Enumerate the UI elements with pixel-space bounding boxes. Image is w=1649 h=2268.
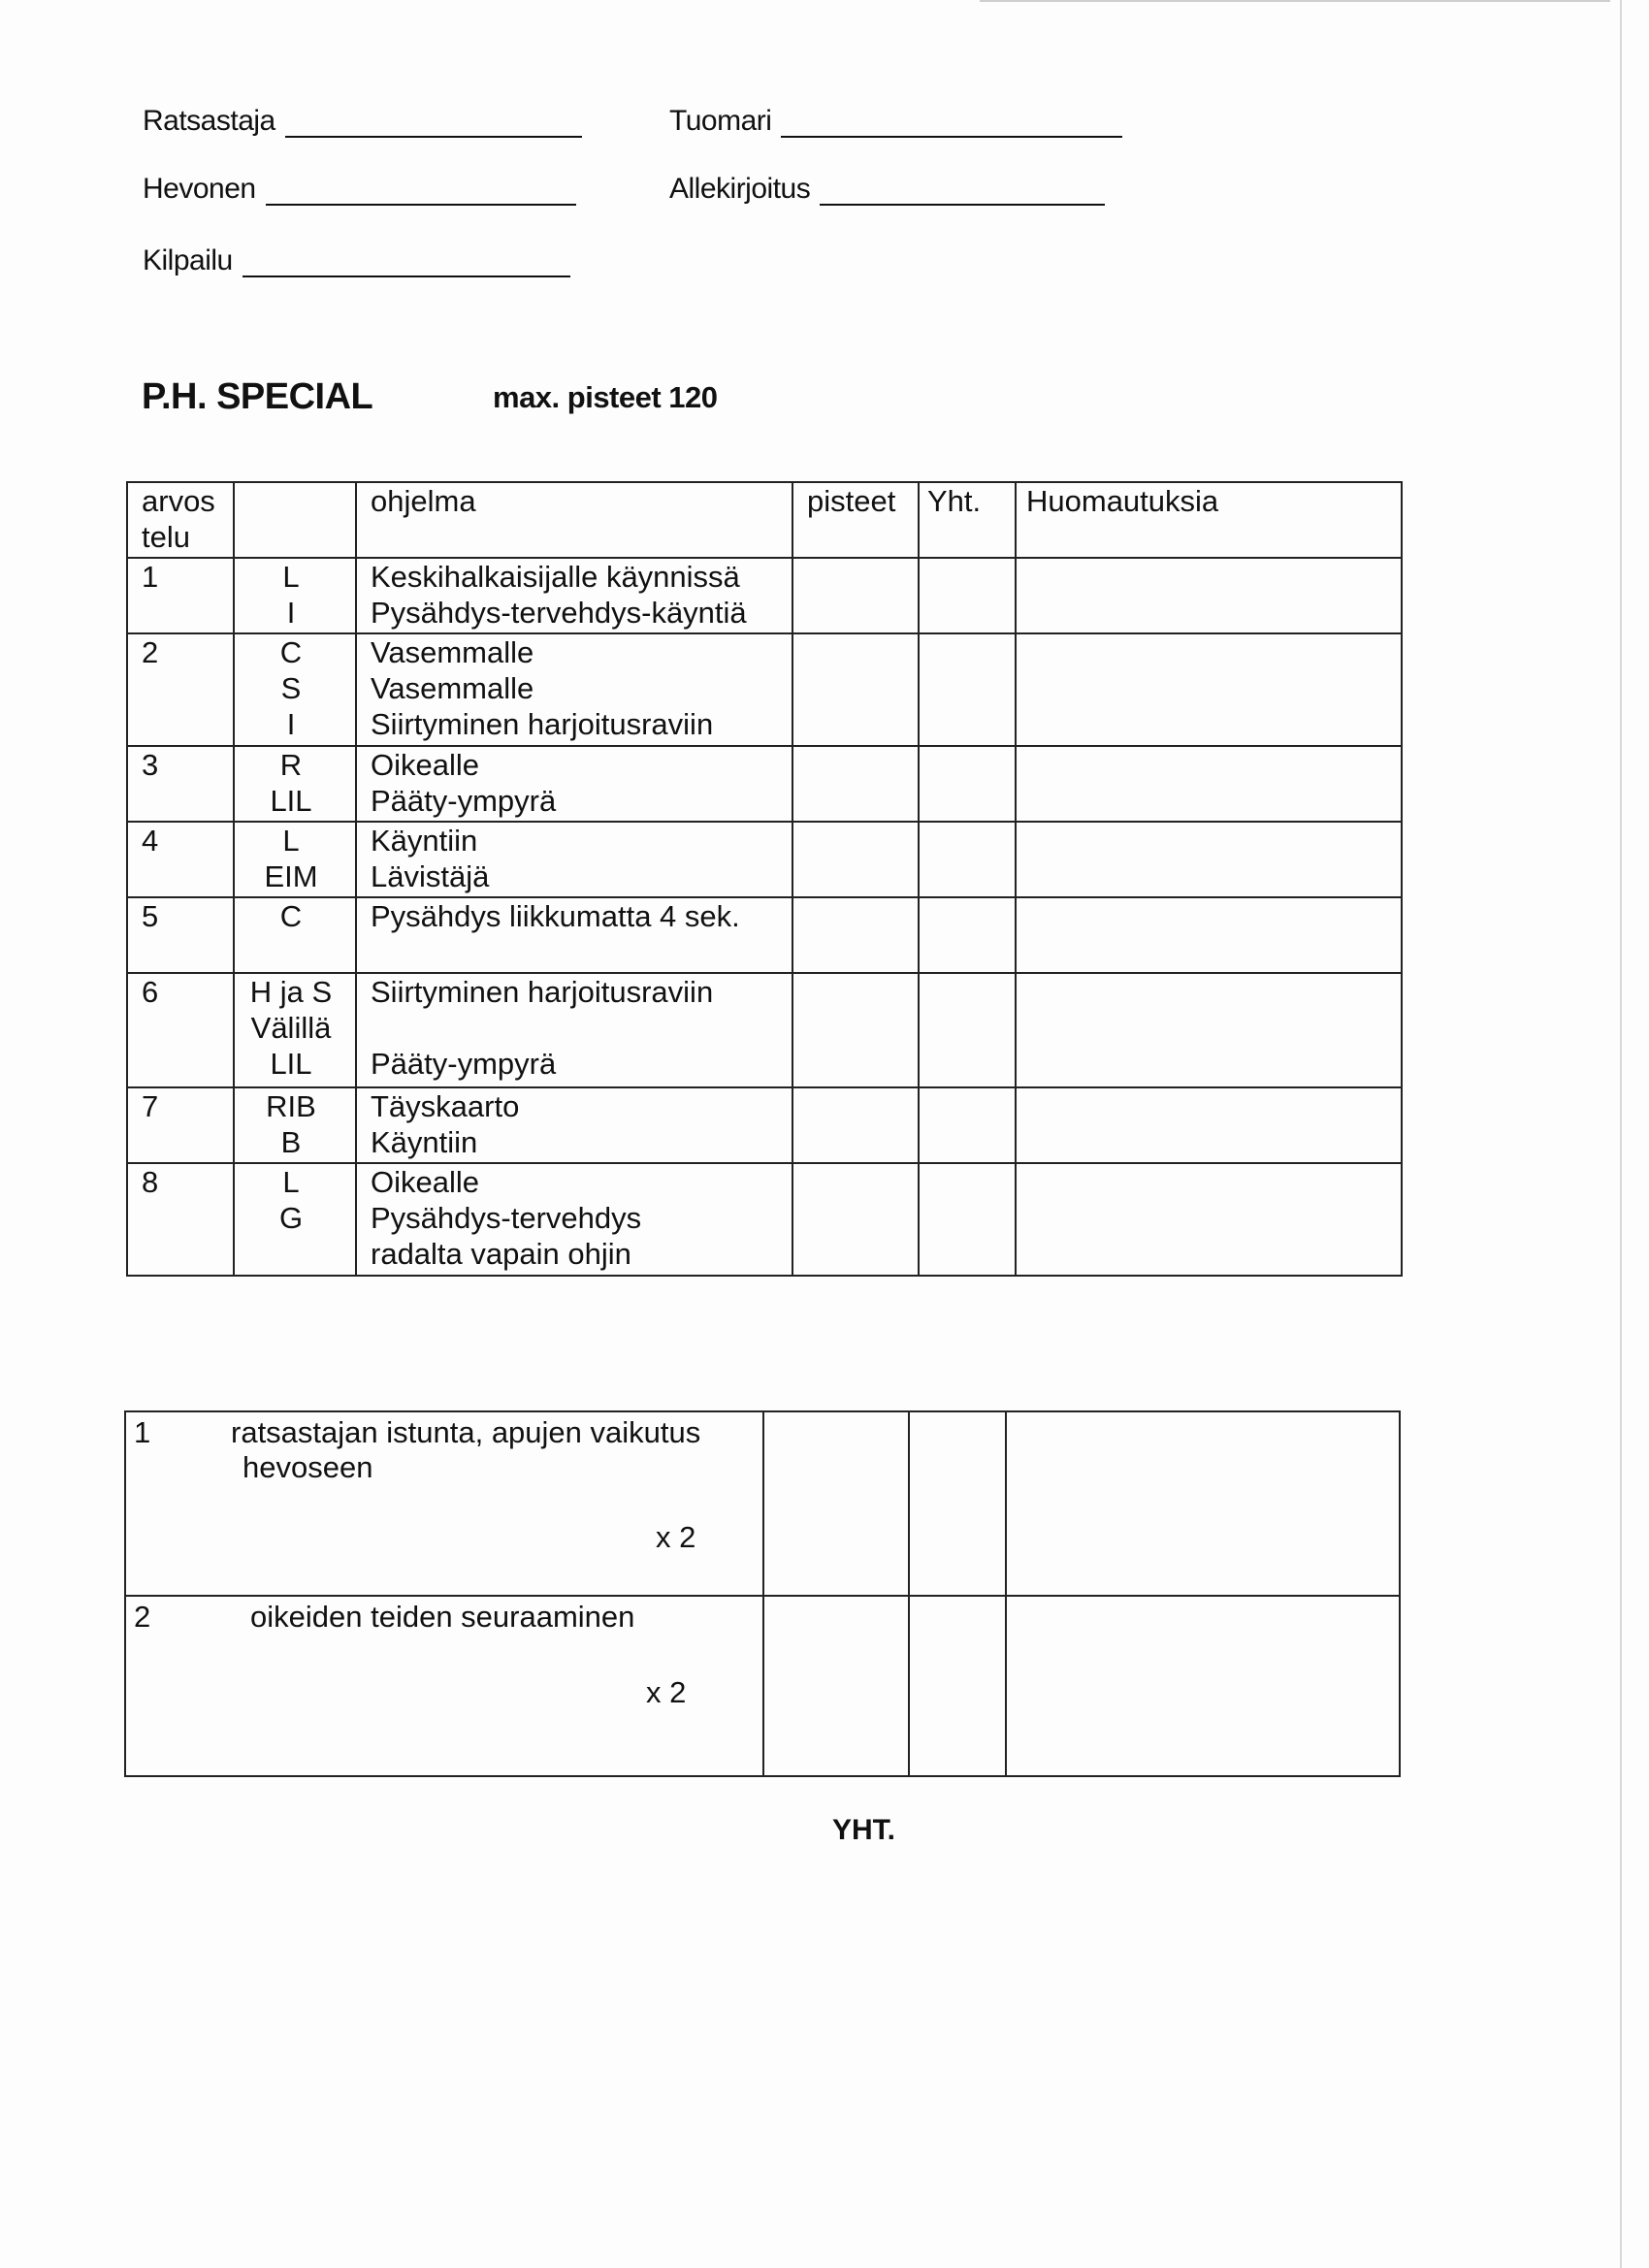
- rider-field[interactable]: [143, 105, 582, 138]
- remarks-cell[interactable]: [1006, 1596, 1400, 1776]
- table-row: [127, 822, 1402, 897]
- header-letters: [234, 482, 356, 558]
- judge-label: Tuomari: [669, 105, 772, 137]
- table-row: [127, 558, 1402, 633]
- competition-blank[interactable]: [242, 250, 570, 277]
- signature-field[interactable]: [669, 173, 1105, 206]
- remarks-cell[interactable]: [1016, 558, 1402, 633]
- points-cell[interactable]: [763, 1596, 909, 1776]
- signature-label: Allekirjoitus: [669, 173, 811, 205]
- movement-letters: H ja S Välillä LIL: [234, 973, 356, 1087]
- remarks-cell[interactable]: [1016, 1163, 1402, 1276]
- movement-no: 3: [127, 746, 234, 822]
- total-cell[interactable]: [919, 897, 1016, 973]
- points-cell[interactable]: [792, 1087, 919, 1163]
- movement-letters: L I: [234, 558, 356, 633]
- collective-no: 2: [134, 1600, 151, 1634]
- collective-multiplier: x 2: [656, 1520, 696, 1554]
- points-cell[interactable]: [792, 897, 919, 973]
- signature-blank[interactable]: [820, 178, 1105, 206]
- movement-program: Pysähdys liikkumatta 4 sek.: [356, 897, 792, 973]
- remarks-cell[interactable]: [1016, 1087, 1402, 1163]
- collective-description: [125, 1411, 763, 1596]
- total-cell[interactable]: [919, 1087, 1016, 1163]
- movement-no: 5: [127, 897, 234, 973]
- table-row: [125, 1596, 1400, 1776]
- total-cell[interactable]: [909, 1596, 1006, 1776]
- total-cell[interactable]: [919, 558, 1016, 633]
- movement-letters: R LIL: [234, 746, 356, 822]
- points-cell[interactable]: [792, 633, 919, 746]
- remarks-cell[interactable]: [1016, 822, 1402, 897]
- remarks-cell[interactable]: [1016, 897, 1402, 973]
- movement-letters: L EIM: [234, 822, 356, 897]
- remarks-cell[interactable]: [1016, 633, 1402, 746]
- collective-text-line: hevoseen: [242, 1450, 373, 1484]
- collective-text-line: ratsastajan istunta, apujen vaikutus: [231, 1415, 701, 1449]
- movement-no: 8: [127, 1163, 234, 1276]
- remarks-cell[interactable]: [1016, 973, 1402, 1087]
- total-cell[interactable]: [919, 633, 1016, 746]
- header-movement-no: arvos telu: [127, 482, 234, 558]
- test-title: P.H. SPECIAL: [142, 376, 373, 417]
- movement-no: 2: [127, 633, 234, 746]
- table-row: [127, 973, 1402, 1087]
- movement-program: Siirtyminen harjoitusraviin Pääty-ympyrä: [356, 973, 792, 1087]
- movement-letters: RIB B: [234, 1087, 356, 1163]
- points-cell[interactable]: [792, 822, 919, 897]
- header-total: Yht.: [919, 482, 1016, 558]
- collective-no: 1: [134, 1415, 151, 1449]
- movement-program: Käyntiin Lävistäjä: [356, 822, 792, 897]
- header-remarks: Huomautuksia: [1016, 482, 1402, 558]
- remarks-cell[interactable]: [1016, 746, 1402, 822]
- collective-description: [125, 1596, 763, 1776]
- movement-letters: L G: [234, 1163, 356, 1276]
- judge-blank[interactable]: [781, 111, 1122, 138]
- table-row: [127, 1163, 1402, 1276]
- total-cell[interactable]: [919, 822, 1016, 897]
- movement-program: Keskihalkaisijalle käynnissä Pysähdys-tervehdys-käyntiä: [356, 558, 792, 633]
- grand-total-label: YHT.: [832, 1814, 896, 1846]
- table-header-row: [127, 482, 1402, 558]
- table-row: [127, 1087, 1402, 1163]
- movement-no: 1: [127, 558, 234, 633]
- horse-field[interactable]: [143, 173, 576, 206]
- rider-label: Ratsastaja: [143, 105, 275, 137]
- total-cell[interactable]: [919, 746, 1016, 822]
- table-row: [127, 633, 1402, 746]
- points-cell[interactable]: [792, 558, 919, 633]
- movement-no: 7: [127, 1087, 234, 1163]
- horse-label: Hevonen: [143, 173, 256, 205]
- collective-marks-table: [124, 1410, 1401, 1777]
- movement-program: Täyskaarto Käyntiin: [356, 1087, 792, 1163]
- movement-letters: C: [234, 897, 356, 973]
- collective-multiplier: x 2: [646, 1675, 687, 1709]
- scan-top-edge: [980, 0, 1610, 2]
- movement-letters: C S I: [234, 633, 356, 746]
- movement-no: 6: [127, 973, 234, 1087]
- horse-blank[interactable]: [266, 178, 576, 206]
- points-cell[interactable]: [792, 746, 919, 822]
- competition-label: Kilpailu: [143, 244, 233, 276]
- points-cell[interactable]: [792, 973, 919, 1087]
- judge-field[interactable]: [669, 105, 1122, 138]
- total-cell[interactable]: [919, 973, 1016, 1087]
- table-row: [125, 1411, 1400, 1596]
- points-cell[interactable]: [792, 1163, 919, 1276]
- max-points: max. pisteet 120: [493, 380, 718, 414]
- movement-program: Oikealle Pääty-ympyrä: [356, 746, 792, 822]
- total-cell[interactable]: [909, 1411, 1006, 1596]
- header-program: ohjelma: [356, 482, 792, 558]
- scan-edge: [1620, 0, 1622, 2268]
- points-cell[interactable]: [763, 1411, 909, 1596]
- table-row: [127, 746, 1402, 822]
- movement-program: Vasemmalle Vasemmalle Siirtyminen harjoitusraviin: [356, 633, 792, 746]
- movement-no: 4: [127, 822, 234, 897]
- table-row: [127, 897, 1402, 973]
- competition-field[interactable]: [143, 244, 570, 277]
- scoring-table: [126, 481, 1403, 1277]
- header-points: pisteet: [792, 482, 919, 558]
- movement-program: Oikealle Pysähdys-tervehdys radalta vapain ohjin: [356, 1163, 792, 1276]
- rider-blank[interactable]: [285, 111, 582, 138]
- total-cell[interactable]: [919, 1163, 1016, 1276]
- collective-text-line: oikeiden teiden seuraaminen: [250, 1600, 635, 1634]
- remarks-cell[interactable]: [1006, 1411, 1400, 1596]
